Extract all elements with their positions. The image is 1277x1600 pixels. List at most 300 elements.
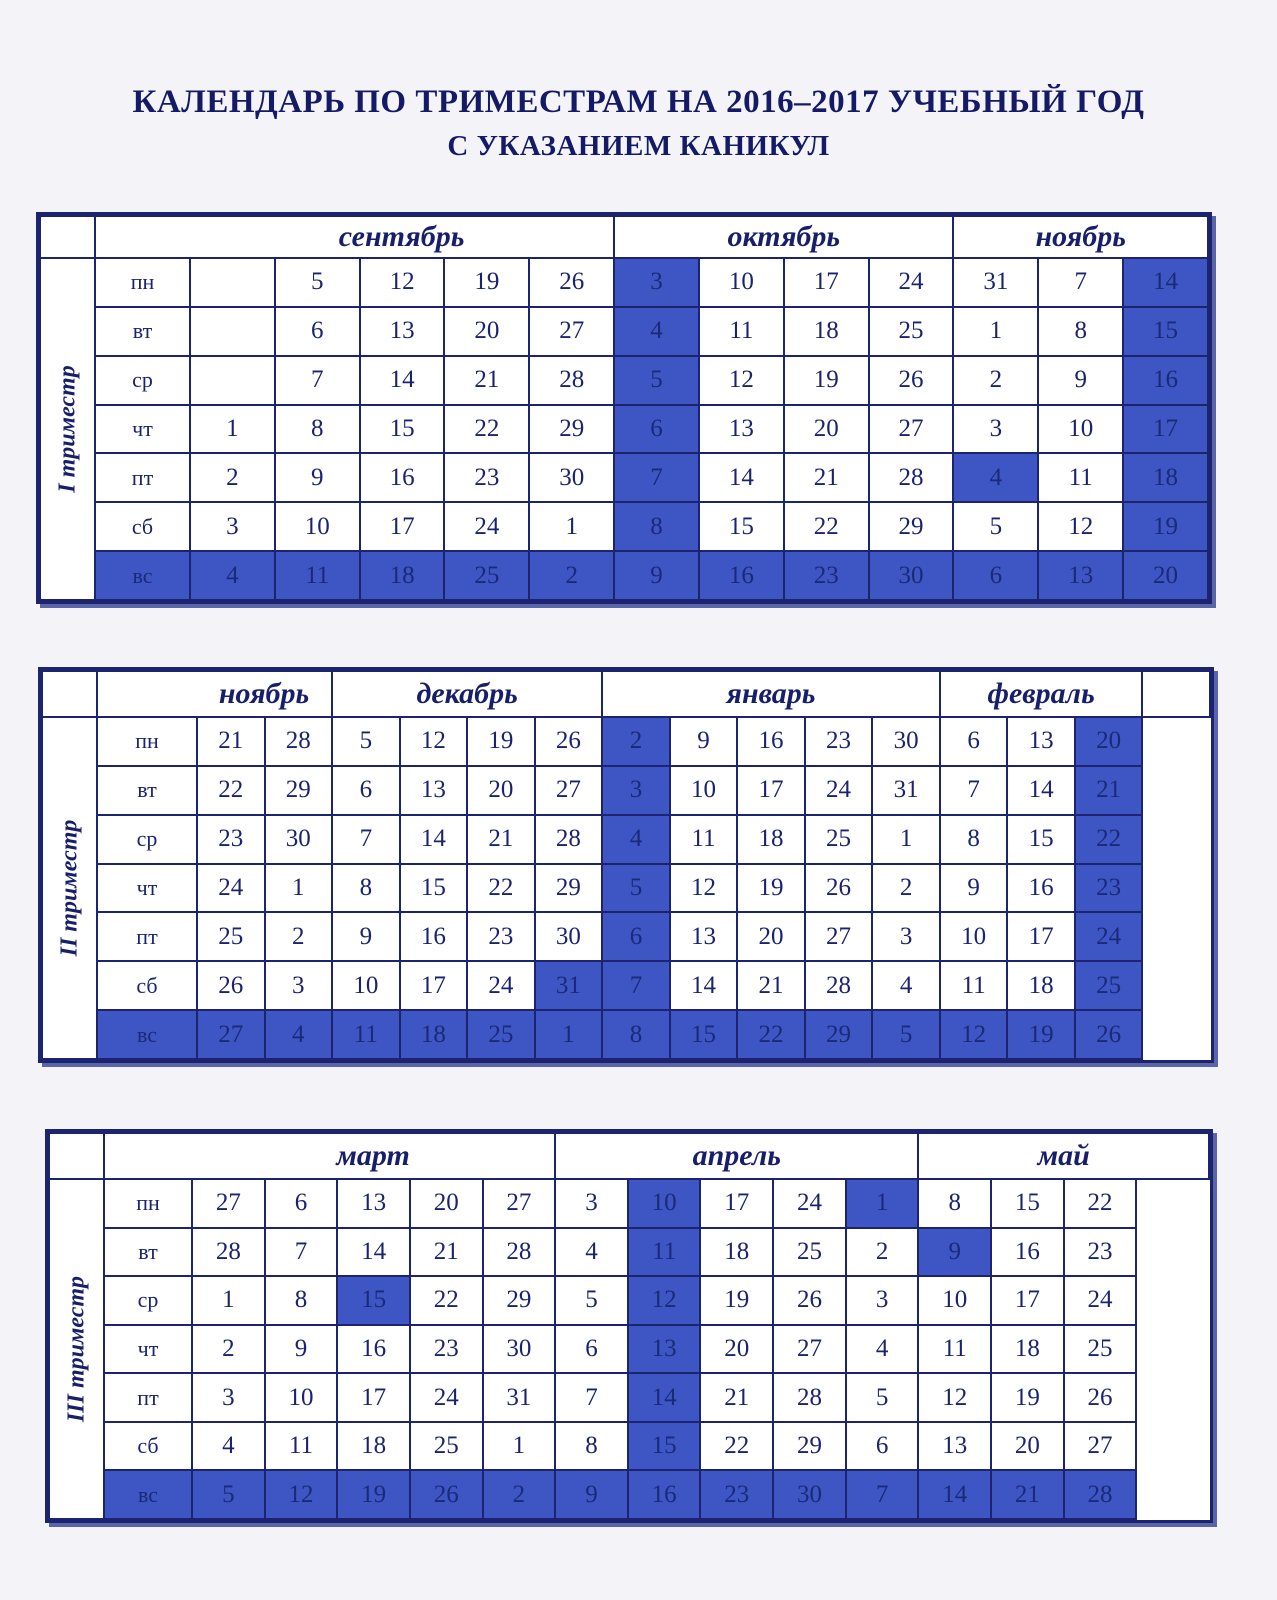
date-cell: 21 xyxy=(410,1228,483,1277)
date-cell: 4 xyxy=(555,1228,628,1277)
holiday-date-cell: 12 xyxy=(628,1276,701,1325)
date-cell: 17 xyxy=(737,766,805,815)
page-subtitle: С УКАЗАНИЕМ КАНИКУЛ xyxy=(447,130,830,162)
date-cell: 17 xyxy=(337,1373,410,1422)
holiday-date-cell: 2 xyxy=(529,551,614,600)
holiday-date-cell: 28 xyxy=(1064,1470,1137,1519)
date-cell: 15 xyxy=(360,405,445,454)
weekday-label: вт xyxy=(97,766,197,815)
date-cell: 12 xyxy=(670,864,738,913)
holiday-date-cell: 27 xyxy=(197,1010,265,1059)
weekday-label: вс xyxy=(95,551,190,600)
trimester-label-cell xyxy=(42,717,97,1059)
date-cell: 26 xyxy=(869,356,954,405)
date-cell: 14 xyxy=(670,961,738,1010)
date-cell: 21 xyxy=(444,356,529,405)
holiday-date-cell: 11 xyxy=(275,551,360,600)
date-cell: 27 xyxy=(869,405,954,454)
date-cell: 21 xyxy=(467,815,535,864)
date-cell: 1 xyxy=(872,815,940,864)
date-cell: 23 xyxy=(197,815,265,864)
holiday-date-cell: 5 xyxy=(614,356,699,405)
holiday-date-cell: 13 xyxy=(628,1325,701,1374)
holiday-date-cell: 21 xyxy=(1075,766,1143,815)
holiday-date-cell: 29 xyxy=(805,1010,873,1059)
date-cell: 20 xyxy=(410,1179,483,1228)
date-cell: 5 xyxy=(332,717,400,766)
holiday-date-cell: 16 xyxy=(1123,356,1208,405)
weekday-label: вт xyxy=(104,1228,192,1277)
date-cell: 13 xyxy=(400,766,468,815)
holiday-date-cell: 25 xyxy=(444,551,529,600)
date-cell: 7 xyxy=(265,1228,338,1277)
corner-cell xyxy=(49,1133,104,1179)
date-cell: 10 xyxy=(265,1373,338,1422)
date-cell: 18 xyxy=(737,815,805,864)
month-header xyxy=(1142,671,1210,717)
date-cell: 22 xyxy=(410,1276,483,1325)
weekday-label: ср xyxy=(97,815,197,864)
holiday-date-cell: 15 xyxy=(337,1276,410,1325)
holiday-date-cell: 30 xyxy=(869,551,954,600)
date-cell: 23 xyxy=(805,717,873,766)
date-cell: 21 xyxy=(197,717,265,766)
date-cell: 30 xyxy=(483,1325,556,1374)
date-cell xyxy=(190,258,275,307)
date-cell: 24 xyxy=(1064,1276,1137,1325)
date-cell: 20 xyxy=(467,766,535,815)
calendar-table xyxy=(39,215,1209,601)
date-cell: 19 xyxy=(700,1276,773,1325)
date-cell: 30 xyxy=(529,453,614,502)
calendar-table xyxy=(48,1132,1210,1520)
date-cell: 31 xyxy=(872,766,940,815)
date-cell: 12 xyxy=(1038,502,1123,551)
date-cell: 16 xyxy=(737,717,805,766)
date-cell: 28 xyxy=(773,1373,846,1422)
date-cell: 13 xyxy=(918,1422,991,1471)
date-cell: 12 xyxy=(699,356,784,405)
date-cell: 13 xyxy=(670,912,738,961)
weekday-label: ср xyxy=(104,1276,192,1325)
date-cell: 18 xyxy=(700,1228,773,1277)
date-cell: 29 xyxy=(265,766,333,815)
date-cell: 9 xyxy=(332,912,400,961)
trimester-label: II триместр xyxy=(56,819,82,957)
date-cell: 2 xyxy=(192,1325,265,1374)
date-cell: 8 xyxy=(332,864,400,913)
holiday-date-cell: 21 xyxy=(991,1470,1064,1519)
holiday-date-cell: 31 xyxy=(535,961,603,1010)
date-cell: 20 xyxy=(991,1422,1064,1471)
date-cell: 27 xyxy=(773,1325,846,1374)
holiday-date-cell: 1 xyxy=(846,1179,919,1228)
date-cell: 25 xyxy=(773,1228,846,1277)
date-cell: 26 xyxy=(773,1276,846,1325)
date-cell: 16 xyxy=(991,1228,1064,1277)
date-cell: 15 xyxy=(991,1179,1064,1228)
date-cell: 9 xyxy=(265,1325,338,1374)
date-cell: 13 xyxy=(1007,717,1075,766)
date-cell: 19 xyxy=(991,1373,1064,1422)
holiday-date-cell: 18 xyxy=(360,551,445,600)
date-cell: 21 xyxy=(700,1373,773,1422)
weekday-label: чт xyxy=(97,864,197,913)
date-cell: 26 xyxy=(535,717,603,766)
holiday-date-cell: 15 xyxy=(670,1010,738,1059)
weekday-label: пт xyxy=(95,453,190,502)
holiday-date-cell: 6 xyxy=(614,405,699,454)
holiday-date-cell: 9 xyxy=(614,551,699,600)
holiday-date-cell: 26 xyxy=(1075,1010,1143,1059)
holiday-date-cell: 15 xyxy=(628,1422,701,1471)
holiday-date-cell: 19 xyxy=(1123,502,1208,551)
date-cell: 11 xyxy=(918,1325,991,1374)
holiday-date-cell: 25 xyxy=(467,1010,535,1059)
date-cell: 28 xyxy=(529,356,614,405)
date-cell: 29 xyxy=(773,1422,846,1471)
date-cell: 26 xyxy=(529,258,614,307)
date-cell: 19 xyxy=(784,356,869,405)
date-cell: 22 xyxy=(197,766,265,815)
holiday-date-cell: 13 xyxy=(1038,551,1123,600)
date-cell: 22 xyxy=(1064,1179,1137,1228)
holiday-date-cell: 4 xyxy=(953,453,1038,502)
date-cell: 6 xyxy=(940,717,1008,766)
date-cell: 18 xyxy=(337,1422,410,1471)
holiday-date-cell: 5 xyxy=(602,864,670,913)
weekday-label: сб xyxy=(104,1422,192,1471)
date-cell: 27 xyxy=(805,912,873,961)
date-cell: 20 xyxy=(444,307,529,356)
holiday-date-cell: 5 xyxy=(192,1470,265,1519)
date-cell: 11 xyxy=(699,307,784,356)
date-cell: 20 xyxy=(737,912,805,961)
date-cell: 17 xyxy=(991,1276,1064,1325)
holiday-date-cell: 19 xyxy=(1007,1010,1075,1059)
date-cell: 7 xyxy=(1038,258,1123,307)
holiday-date-cell: 4 xyxy=(602,815,670,864)
holiday-date-cell: 12 xyxy=(940,1010,1008,1059)
date-cell: 9 xyxy=(940,864,1008,913)
date-cell: 9 xyxy=(1038,356,1123,405)
holiday-date-cell: 11 xyxy=(332,1010,400,1059)
date-cell: 10 xyxy=(670,766,738,815)
month-header: октябрь xyxy=(614,216,953,258)
weekday-label: сб xyxy=(95,502,190,551)
date-cell: 17 xyxy=(400,961,468,1010)
date-cell: 5 xyxy=(953,502,1038,551)
holiday-date-cell: 20 xyxy=(1123,551,1208,600)
date-cell: 24 xyxy=(773,1179,846,1228)
trimester-2-calendar xyxy=(38,667,1214,1063)
date-cell: 30 xyxy=(872,717,940,766)
date-cell: 22 xyxy=(784,502,869,551)
holiday-date-cell: 4 xyxy=(190,551,275,600)
date-cell: 3 xyxy=(265,961,333,1010)
date-cell: 24 xyxy=(410,1373,483,1422)
date-cell: 14 xyxy=(337,1228,410,1277)
date-cell: 24 xyxy=(444,502,529,551)
date-cell: 12 xyxy=(360,258,445,307)
weekday-label: сб xyxy=(97,961,197,1010)
holiday-date-cell: 4 xyxy=(614,307,699,356)
holiday-date-cell: 3 xyxy=(614,258,699,307)
trimester-label-cell xyxy=(49,1179,104,1519)
date-cell: 3 xyxy=(953,405,1038,454)
date-cell: 14 xyxy=(360,356,445,405)
date-cell: 8 xyxy=(940,815,1008,864)
date-cell: 15 xyxy=(699,502,784,551)
holiday-date-cell: 18 xyxy=(400,1010,468,1059)
date-cell: 14 xyxy=(699,453,784,502)
trimester-label: I триместр xyxy=(54,365,80,493)
date-cell: 2 xyxy=(872,864,940,913)
date-cell: 24 xyxy=(805,766,873,815)
date-cell: 24 xyxy=(197,864,265,913)
month-header: февраль xyxy=(940,671,1143,717)
date-cell: 25 xyxy=(805,815,873,864)
date-cell: 16 xyxy=(337,1325,410,1374)
date-cell: 29 xyxy=(535,864,603,913)
date-cell: 16 xyxy=(400,912,468,961)
holiday-date-cell: 18 xyxy=(1123,453,1208,502)
date-cell: 5 xyxy=(846,1373,919,1422)
date-cell: 18 xyxy=(1007,961,1075,1010)
holiday-date-cell: 6 xyxy=(602,912,670,961)
date-cell: 25 xyxy=(197,912,265,961)
date-cell xyxy=(190,307,275,356)
weekday-label: пт xyxy=(104,1373,192,1422)
date-cell: 2 xyxy=(265,912,333,961)
date-cell: 23 xyxy=(1064,1228,1137,1277)
corner-cell xyxy=(40,216,95,258)
date-cell: 27 xyxy=(1064,1422,1137,1471)
holiday-date-cell: 8 xyxy=(602,1010,670,1059)
date-cell: 12 xyxy=(918,1373,991,1422)
weekday-label: вс xyxy=(97,1010,197,1059)
holiday-date-cell: 16 xyxy=(699,551,784,600)
trimester-3-calendar xyxy=(45,1129,1213,1523)
header-blank-cell xyxy=(95,216,190,258)
date-cell: 21 xyxy=(784,453,869,502)
holiday-date-cell: 6 xyxy=(953,551,1038,600)
date-cell: 1 xyxy=(953,307,1038,356)
trimester-label-cell xyxy=(40,258,95,600)
date-cell: 31 xyxy=(483,1373,556,1422)
corner-cell xyxy=(42,671,97,717)
holiday-date-cell: 16 xyxy=(628,1470,701,1519)
date-cell: 28 xyxy=(869,453,954,502)
month-header: март xyxy=(192,1133,555,1179)
date-cell: 19 xyxy=(737,864,805,913)
date-cell: 17 xyxy=(784,258,869,307)
date-cell: 26 xyxy=(1064,1373,1137,1422)
calendar-table xyxy=(41,670,1211,1060)
date-cell: 17 xyxy=(360,502,445,551)
date-cell: 16 xyxy=(360,453,445,502)
date-cell: 11 xyxy=(1038,453,1123,502)
date-cell: 29 xyxy=(869,502,954,551)
weekday-label: чт xyxy=(95,405,190,454)
date-cell: 7 xyxy=(275,356,360,405)
date-cell: 22 xyxy=(467,864,535,913)
date-cell: 26 xyxy=(197,961,265,1010)
date-cell: 4 xyxy=(192,1422,265,1471)
date-cell: 8 xyxy=(1038,307,1123,356)
month-header: апрель xyxy=(555,1133,918,1179)
weekday-label: пн xyxy=(97,717,197,766)
date-cell: 2 xyxy=(953,356,1038,405)
date-cell: 1 xyxy=(483,1422,556,1471)
holiday-date-cell: 7 xyxy=(614,453,699,502)
holiday-date-cell: 7 xyxy=(602,961,670,1010)
date-cell: 13 xyxy=(699,405,784,454)
date-cell: 12 xyxy=(400,717,468,766)
weekday-label: пт xyxy=(97,912,197,961)
date-cell: 21 xyxy=(737,961,805,1010)
date-cell: 15 xyxy=(400,864,468,913)
date-cell: 7 xyxy=(332,815,400,864)
date-cell: 24 xyxy=(467,961,535,1010)
date-cell: 31 xyxy=(953,258,1038,307)
weekday-label: пн xyxy=(95,258,190,307)
holiday-date-cell: 5 xyxy=(872,1010,940,1059)
date-cell: 3 xyxy=(872,912,940,961)
trimester-1-calendar xyxy=(36,212,1212,604)
holiday-date-cell: 3 xyxy=(602,766,670,815)
holiday-date-cell: 1 xyxy=(535,1010,603,1059)
date-cell: 1 xyxy=(529,502,614,551)
header-blank-cell xyxy=(97,671,197,717)
date-cell xyxy=(190,356,275,405)
date-cell: 19 xyxy=(444,258,529,307)
weekday-label: вс xyxy=(104,1470,192,1519)
holiday-date-cell: 14 xyxy=(1123,258,1208,307)
date-cell: 19 xyxy=(467,717,535,766)
date-cell: 29 xyxy=(483,1276,556,1325)
date-cell: 9 xyxy=(670,717,738,766)
holiday-date-cell: 22 xyxy=(737,1010,805,1059)
date-cell: 6 xyxy=(265,1179,338,1228)
holiday-date-cell: 9 xyxy=(555,1470,628,1519)
date-cell: 16 xyxy=(1007,864,1075,913)
month-header: май xyxy=(918,1133,1209,1179)
date-cell: 27 xyxy=(483,1179,556,1228)
date-cell: 3 xyxy=(190,502,275,551)
date-cell: 11 xyxy=(265,1422,338,1471)
date-cell: 26 xyxy=(805,864,873,913)
date-cell: 17 xyxy=(700,1179,773,1228)
date-cell: 18 xyxy=(784,307,869,356)
holiday-date-cell: 8 xyxy=(614,502,699,551)
date-cell: 28 xyxy=(192,1228,265,1277)
date-cell: 3 xyxy=(192,1373,265,1422)
holiday-date-cell: 12 xyxy=(265,1470,338,1519)
holiday-date-cell: 25 xyxy=(1075,961,1143,1010)
date-cell: 27 xyxy=(529,307,614,356)
date-cell: 30 xyxy=(265,815,333,864)
date-cell: 11 xyxy=(670,815,738,864)
holiday-date-cell: 26 xyxy=(410,1470,483,1519)
date-cell: 4 xyxy=(872,961,940,1010)
page-title: КАЛЕНДАРЬ ПО ТРИМЕСТРАМ НА 2016–2017 УЧЕБНЫЙ ГОД xyxy=(132,84,1145,120)
date-cell: 8 xyxy=(275,405,360,454)
date-cell: 7 xyxy=(555,1373,628,1422)
holiday-date-cell: 10 xyxy=(628,1179,701,1228)
date-cell: 25 xyxy=(869,307,954,356)
date-cell: 15 xyxy=(1007,815,1075,864)
date-cell: 6 xyxy=(846,1422,919,1471)
date-cell: 17 xyxy=(1007,912,1075,961)
date-cell: 23 xyxy=(444,453,529,502)
date-cell: 3 xyxy=(846,1276,919,1325)
weekday-label: пн xyxy=(104,1179,192,1228)
date-cell: 1 xyxy=(192,1276,265,1325)
holiday-date-cell: 4 xyxy=(265,1010,333,1059)
holiday-date-cell: 22 xyxy=(1075,815,1143,864)
date-cell: 25 xyxy=(410,1422,483,1471)
date-cell: 9 xyxy=(275,453,360,502)
month-header: январь xyxy=(602,671,940,717)
date-cell: 10 xyxy=(275,502,360,551)
weekday-label: чт xyxy=(104,1325,192,1374)
date-cell: 6 xyxy=(332,766,400,815)
date-cell: 13 xyxy=(337,1179,410,1228)
date-cell: 20 xyxy=(700,1325,773,1374)
date-cell: 11 xyxy=(940,961,1008,1010)
date-cell: 22 xyxy=(700,1422,773,1471)
date-cell: 28 xyxy=(265,717,333,766)
weekday-label: ср xyxy=(95,356,190,405)
date-cell: 10 xyxy=(918,1276,991,1325)
date-cell: 2 xyxy=(846,1228,919,1277)
holiday-date-cell: 19 xyxy=(337,1470,410,1519)
date-cell: 3 xyxy=(555,1179,628,1228)
date-cell: 10 xyxy=(940,912,1008,961)
date-cell: 14 xyxy=(400,815,468,864)
date-cell: 8 xyxy=(555,1422,628,1471)
date-cell: 27 xyxy=(192,1179,265,1228)
date-cell: 28 xyxy=(805,961,873,1010)
holiday-date-cell: 2 xyxy=(483,1470,556,1519)
holiday-date-cell: 17 xyxy=(1123,405,1208,454)
date-cell: 10 xyxy=(699,258,784,307)
date-cell: 24 xyxy=(869,258,954,307)
date-cell: 5 xyxy=(275,258,360,307)
date-cell: 1 xyxy=(265,864,333,913)
month-header: ноябрь xyxy=(953,216,1208,258)
weekday-label: вт xyxy=(95,307,190,356)
holiday-date-cell: 23 xyxy=(784,551,869,600)
date-cell: 5 xyxy=(555,1276,628,1325)
holiday-date-cell: 11 xyxy=(628,1228,701,1277)
date-cell: 4 xyxy=(846,1325,919,1374)
holiday-date-cell: 14 xyxy=(918,1470,991,1519)
date-cell: 14 xyxy=(1007,766,1075,815)
date-cell: 18 xyxy=(991,1325,1064,1374)
holiday-date-cell: 23 xyxy=(1075,864,1143,913)
holiday-date-cell: 7 xyxy=(846,1470,919,1519)
date-cell: 8 xyxy=(265,1276,338,1325)
month-header: сентябрь xyxy=(190,216,614,258)
date-cell: 2 xyxy=(190,453,275,502)
holiday-date-cell: 23 xyxy=(700,1470,773,1519)
holiday-date-cell: 2 xyxy=(602,717,670,766)
holiday-date-cell: 30 xyxy=(773,1470,846,1519)
date-cell: 20 xyxy=(784,405,869,454)
date-cell: 7 xyxy=(940,766,1008,815)
